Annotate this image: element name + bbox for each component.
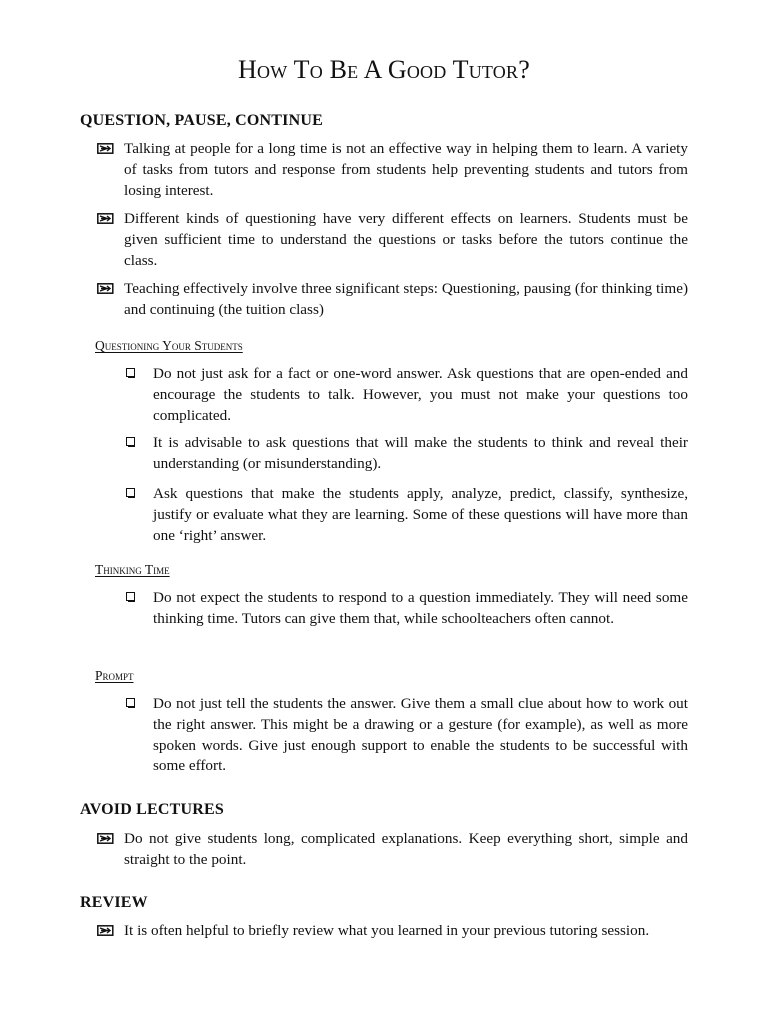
boxed-arrow-icon xyxy=(97,143,114,154)
section-heading-avoid-lectures: AVOID LECTURES xyxy=(80,801,225,818)
list-item: Ask questions that make the students apply, analyze, predict, classify, synthesize, justify or evaluate what they are learning. Some of these questions will have more than one ‘right’ answer. xyxy=(153,485,688,544)
list-item: Teaching effectively involve three significant steps: Questioning, pausing (for thinking time) and continuing (the tuition class) xyxy=(124,280,688,318)
subsection-heading-questioning: Questioning Your Students xyxy=(95,338,243,353)
list-item: Do not expect the students to respond to a question immediately. They will need some thinking time. Tutors can give them that, while schoolteachers often cannot. xyxy=(153,589,688,627)
list-item: Do not just tell the students the answer. Give them a small clue about how to work out the right answer. This might be a drawing or a gesture (for example), as well as more spoken words. Give just enough support to enable the students to be successful with some effort. xyxy=(153,695,688,775)
list-item: It is advisable to ask questions that will make the students to think and reveal their understanding (or misunderstanding). xyxy=(153,434,688,472)
square-bullet-icon xyxy=(126,368,135,377)
subsection-heading-thinking-time: Thinking Time xyxy=(95,562,170,577)
square-bullet-icon xyxy=(126,698,135,707)
list-item: Talking at people for a long time is not an effective way in helping them to learn. A variety of tasks from tutors and response from students help preventing students and tutors from losing interest. xyxy=(124,140,688,199)
document-title: How To Be A Good Tutor? xyxy=(238,55,530,84)
section-heading-question-pause-continue: QUESTION, PAUSE, CONTINUE xyxy=(80,112,323,129)
section-heading-review: REVIEW xyxy=(80,894,148,911)
boxed-arrow-icon xyxy=(97,925,114,936)
list-item: It is often helpful to briefly review what you learned in your previous tutoring session. xyxy=(124,922,650,939)
list-item: Do not give students long, complicated explanations. Keep everything short, simple and straight to the point. xyxy=(124,830,688,868)
square-bullet-icon xyxy=(126,592,135,601)
list-item: Different kinds of questioning have very different effects on learners. Students must be given sufficient time to understand the questions or tasks before the tutors continue the class. xyxy=(124,210,688,269)
square-bullet-icon xyxy=(126,488,135,497)
subsection-heading-prompt: Prompt xyxy=(95,668,134,683)
boxed-arrow-icon xyxy=(97,833,114,844)
list-item: Do not just ask for a fact or one-word answer. Ask questions that are open-ended and encourage the students to talk. However, you must not make your questions too complicated. xyxy=(153,365,688,424)
boxed-arrow-icon xyxy=(97,283,114,294)
square-bullet-icon xyxy=(126,437,135,446)
boxed-arrow-icon xyxy=(97,213,114,224)
